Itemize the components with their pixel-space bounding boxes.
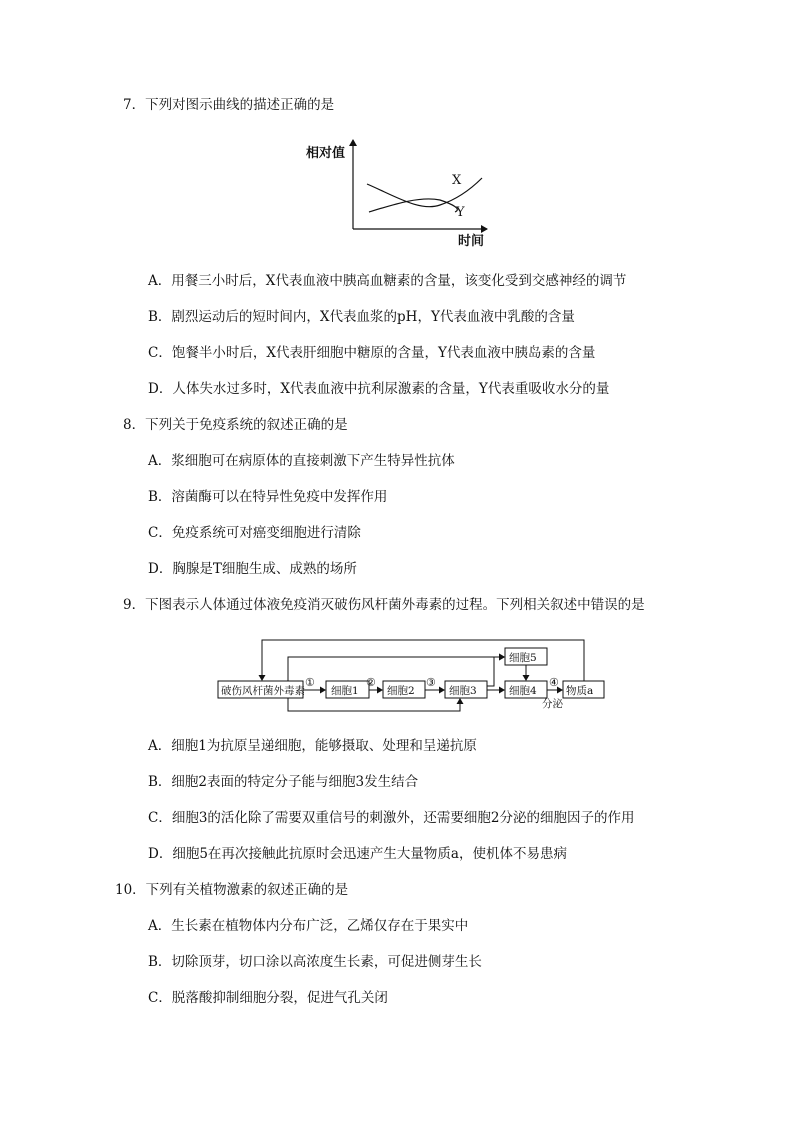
toxin-label: 破伤风杆菌外毒素	[221, 685, 305, 697]
q7-option-c: C．饱餐半小时后，X代表肝细胞中糖原的含量，Y代表血液中胰岛素的含量	[148, 345, 596, 361]
curve-y	[369, 199, 457, 212]
step4-label: ④	[549, 676, 559, 689]
cell3-label: 细胞3	[449, 685, 477, 697]
q10-stem: 10．下列有关植物激素的叙述正确的是	[115, 882, 349, 898]
q9-option-a: A．细胞1为抗原呈递细胞，能够摄取、处理和呈递抗原	[148, 738, 477, 754]
box-toxin	[218, 681, 303, 698]
q10-option-c: C．脱落酸抑制细胞分裂，促进气孔关闭	[148, 990, 388, 1006]
q8-option-d: D．胸腺是T细胞生成、成熟的场所	[148, 561, 357, 577]
q8-option-c: C．免疫系统可对癌变细胞进行清除	[148, 525, 361, 541]
q9-option-c: C．细胞3的活化除了需要双重信号的刺激外，还需要细胞2分泌的细胞因子的作用	[148, 810, 635, 826]
substance-label: 物质a	[566, 685, 594, 697]
box-cell3	[445, 681, 487, 698]
q7-option-d: D．人体失水过多时，X代表血液中抗利尿激素的含量，Y代表重吸收水分的量	[148, 381, 610, 397]
cell1-label: 细胞1	[331, 685, 359, 697]
q7-option-b: B．剧烈运动后的短时间内，X代表血浆的pH，Y代表血液中乳酸的含量	[148, 309, 575, 325]
graph-xlabel: 时间	[458, 234, 485, 249]
cell4-label: 细胞4	[509, 685, 537, 697]
cell5-label: 细胞5	[509, 652, 537, 664]
q9-stem: 9．下图表示人体通过体液免疫消灭破伤风杆菌外毒素的过程。下列相关叙述中错误的是	[123, 597, 645, 613]
curve-x	[367, 178, 482, 207]
q9-option-d: D．细胞5在再次接触此抗原时会迅速产生大量物质a，使机体不易患病	[148, 846, 567, 862]
curve-y-label: Y	[456, 205, 465, 220]
box-cell4	[505, 681, 547, 698]
box-substance	[563, 681, 604, 698]
q10-option-b: B．切除顶芽，切口涂以高浓度生长素，可促进侧芽生长	[148, 954, 482, 970]
box-cell1	[326, 681, 369, 698]
q10-option-a: A．生长素在植物体内分布广泛，乙烯仅存在于果实中	[148, 918, 469, 934]
q7-option-a: A．用餐三小时后，X代表血液中胰高血糖素的含量，该变化受到交感神经的调节	[148, 273, 627, 289]
step3-label: ③	[426, 676, 436, 689]
q7-stem: 7．下列对图示曲线的描述正确的是	[123, 97, 335, 113]
step2-label: ②	[366, 676, 376, 689]
step1-label: ①	[305, 676, 315, 689]
graph-ylabel: 相对值	[306, 146, 346, 161]
q8-option-a: A．浆细胞可在病原体的直接刺激下产生特异性抗体	[148, 453, 455, 469]
curve-x-label: X	[452, 173, 462, 188]
cell2-label: 细胞2	[387, 685, 415, 697]
box-cell2	[383, 681, 425, 698]
secrete-label: 分泌	[542, 698, 563, 710]
q8-option-b: B．溶菌酶可以在特异性免疫中发挥作用	[148, 489, 388, 505]
q9-option-b: B．细胞2表面的特定分子能与细胞3发生结合	[148, 774, 419, 790]
q8-stem: 8．下列关于免疫系统的叙述正确的是	[123, 417, 348, 433]
box-cell5	[505, 648, 547, 665]
